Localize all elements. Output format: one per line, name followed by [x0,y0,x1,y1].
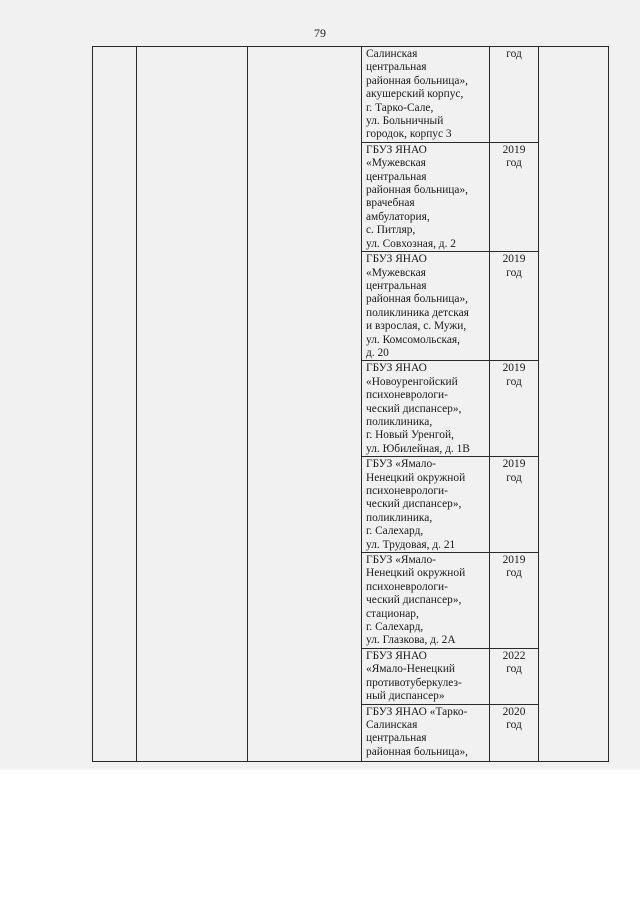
table-row [93,47,609,143]
facility-cell [362,142,490,251]
year-cell [490,457,539,553]
year-text: 2019 год [502,554,526,580]
facility-cell [362,704,490,761]
facility-text: ГБУЗ ЯНАО «Новоуренгойский психоневрологи- ческий диспансер», поликлиника, г. Новый Уренгой, ул. Юбилейная, д. 1В [366,362,470,455]
facility-cell [362,252,490,361]
facility-text: ГБУЗ «Ямало- Ненецкий окружной психоневрологи- ческий диспансер», стационар, г. Салехард, ул. Глазкова, д. 2А [366,554,466,647]
facility-cell [362,648,490,704]
year-text: 2019 год [502,458,526,484]
year-text: 2020 год [502,705,526,731]
page-number: 79 [314,26,326,40]
facility-text: Салинская центральная районная больница», акушерский корпус, г. Тарко-Сале, ул. Больничный городок, корпус 3 [366,48,468,141]
facility-cell [362,553,490,649]
year-cell [490,648,539,704]
year-cell [490,252,539,361]
merged-cell-col6 [539,47,609,762]
facility-text: ГБУЗ «Ямало- Ненецкий окружной психоневрологи- ческий диспансер», поликлиника, г. Салехард, ул. Трудовая, д. 21 [366,458,466,551]
facility-cell [362,47,490,143]
year-cell [490,361,539,457]
merged-cell-col1 [93,47,137,762]
facility-text: ГБУЗ ЯНАО «Мужевская центральная районная больница», врачебная амбулатория, с. Питляр, ул. Совхозная, д. 2 [366,143,468,250]
year-text: 2019 год [502,362,526,388]
facility-text: ГБУЗ ЯНАО «Ямало-Ненецкий противотуберкулез- ный диспансер» [366,649,462,703]
facility-text: ГБУЗ ЯНАО «Мужевская центральная районная больница», поликлиника детская и взрослая, с. Мужи, ул. Комсомольская, д. 20 [366,253,469,359]
year-text: 2019 год [502,253,526,279]
year-text: 2019 год [502,143,526,170]
merged-cell-col2 [137,47,248,762]
facility-cell [362,457,490,553]
facility-cell [362,361,490,457]
facility-text: ГБУЗ ЯНАО «Тарко- Салинская центральная районная больница», [366,705,468,758]
year-text: 2022 год [502,649,526,676]
year-cell [490,704,539,761]
merged-cell-col3 [248,47,362,762]
year-cell [490,553,539,649]
year-cell [490,47,539,143]
facilities-table [92,46,609,762]
year-cell [490,142,539,251]
year-text: год [506,48,522,60]
